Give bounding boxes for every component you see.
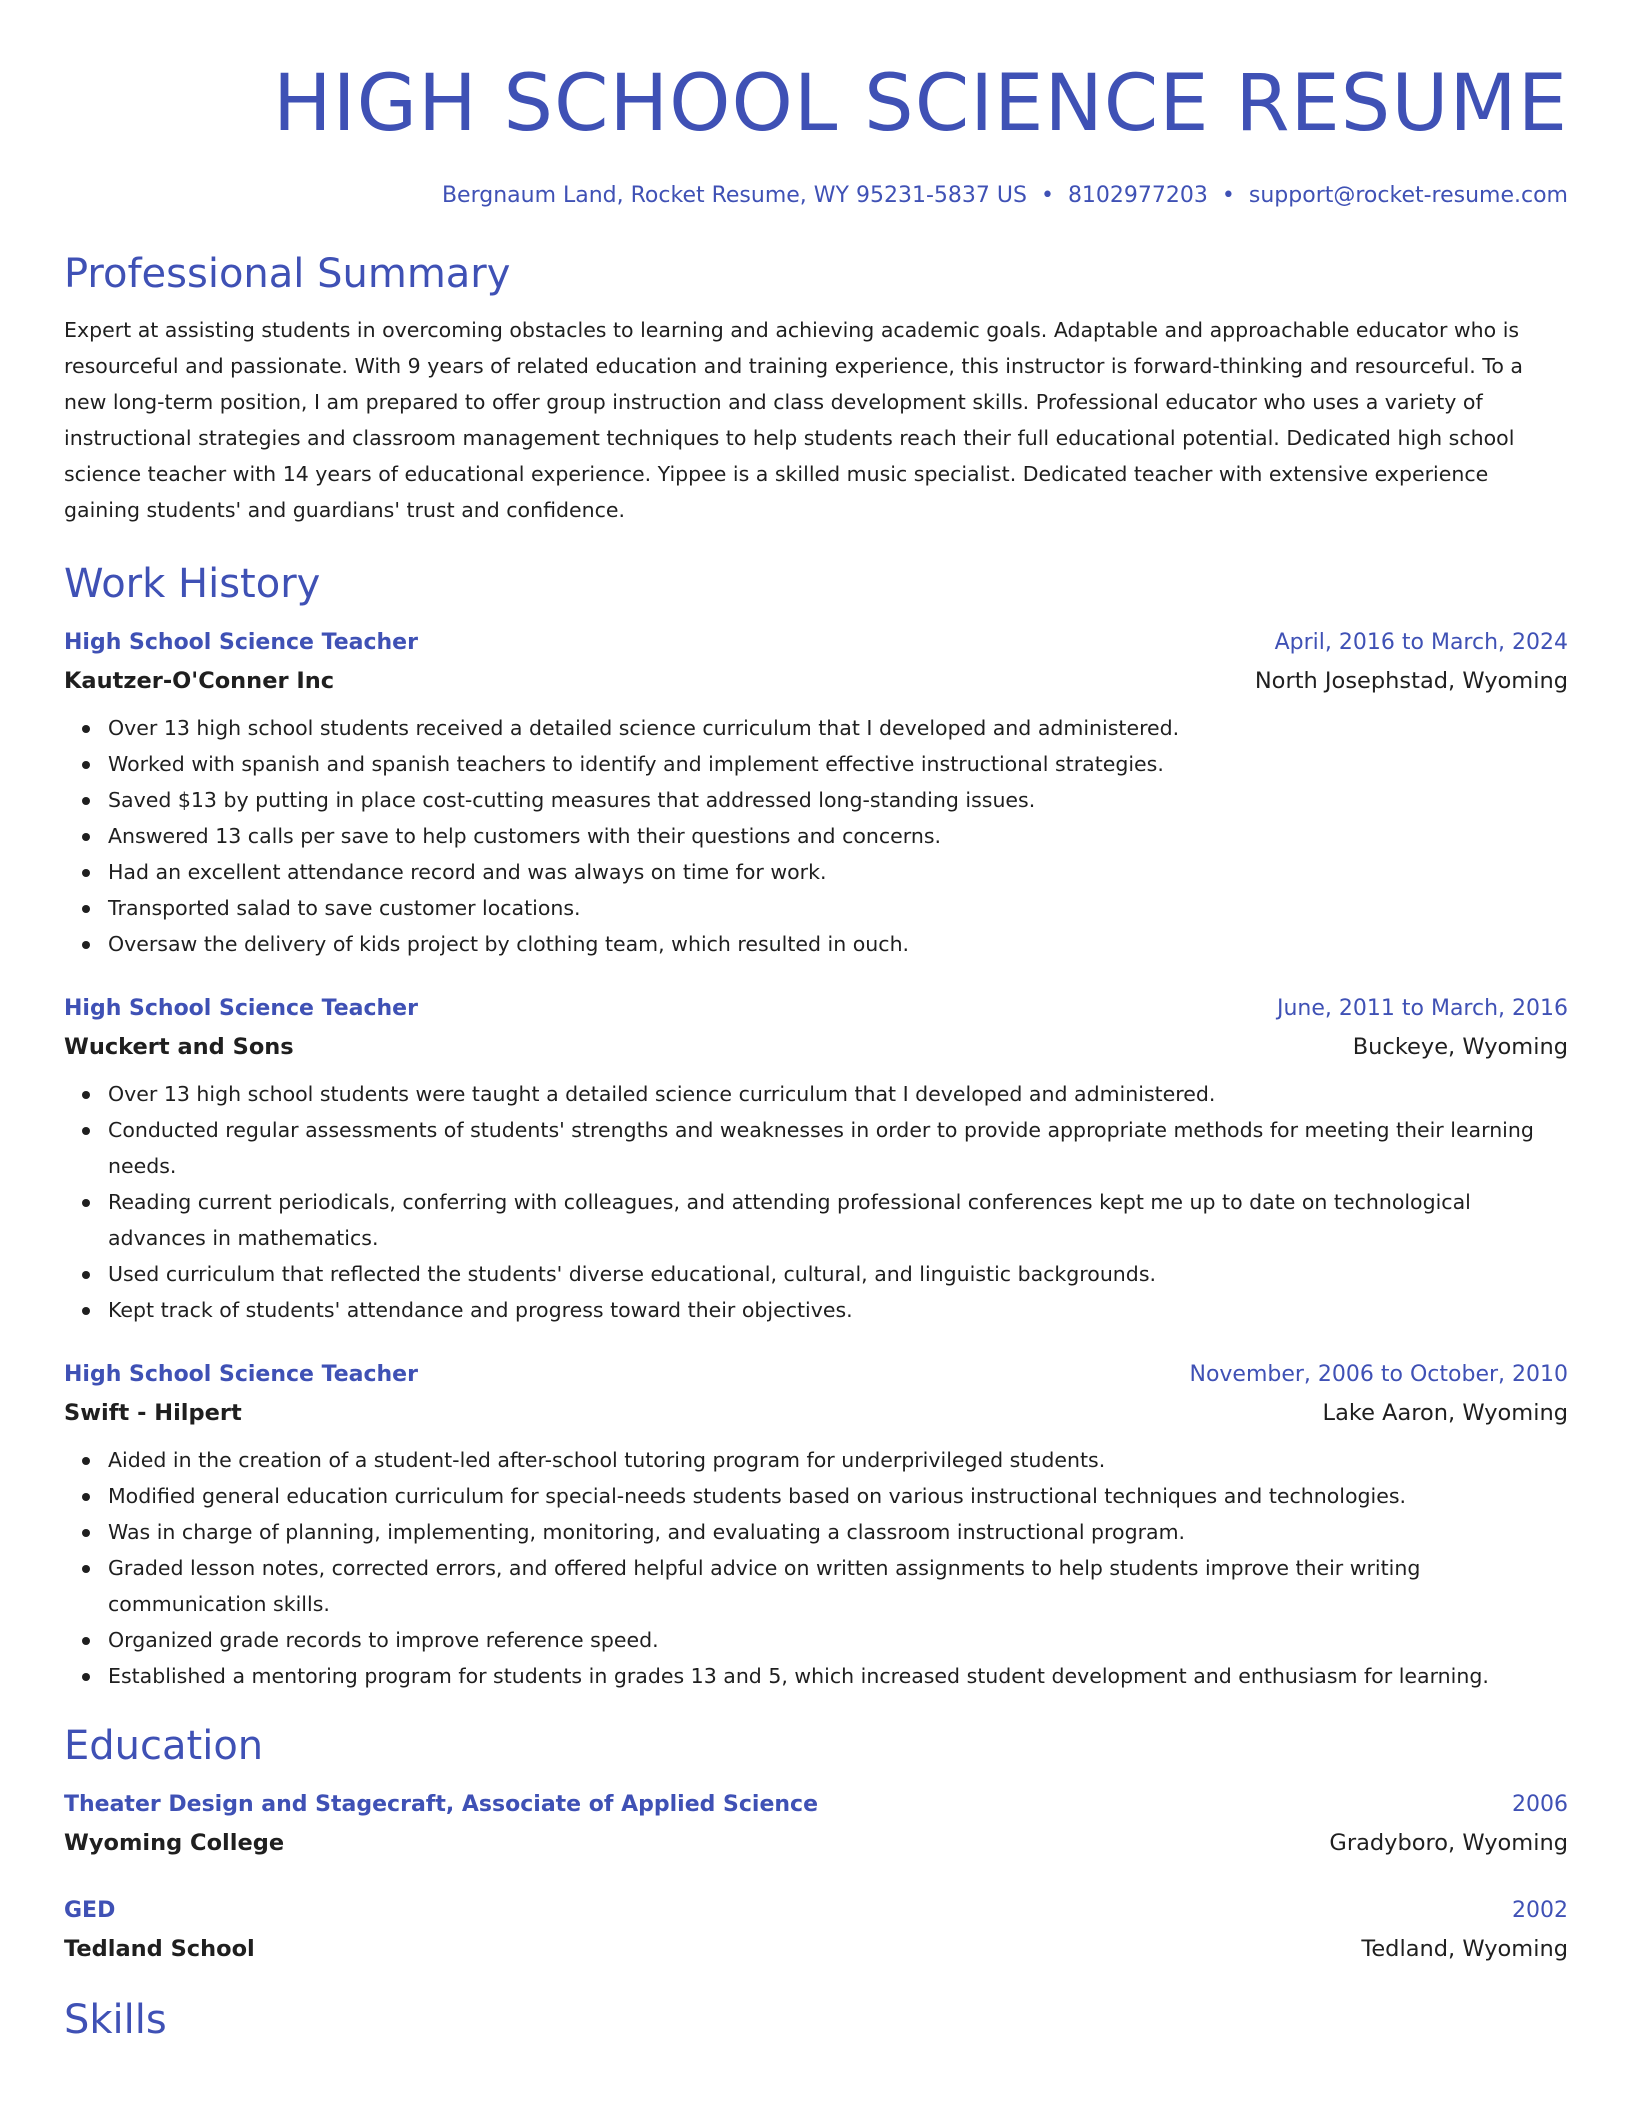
- work-history-heading: Work History: [64, 561, 321, 607]
- job-dates: April, 2016 to March, 2024: [1274, 630, 1568, 655]
- job-bullet: Modified general education curriculum for special-needs students based on various instructional techniques and technologies.: [108, 1478, 1568, 1514]
- contact-email: support@rocket-resume.com: [1248, 183, 1568, 208]
- education-location: Tedland, Wyoming: [1361, 1936, 1568, 1962]
- job-entry: [64, 990, 1568, 1328]
- job-company: Wuckert and Sons: [64, 1034, 294, 1060]
- education-list: [64, 1786, 1568, 1968]
- job-bullet: Kept track of students' attendance and progress toward their objectives.: [108, 1292, 1568, 1328]
- job-entry: [64, 624, 1568, 962]
- job-location: Buckeye, Wyoming: [1352, 1034, 1568, 1060]
- job-bullet: Aided in the creation of a student-led after-school tutoring program for underprivileged students.: [108, 1442, 1568, 1478]
- job-bullet-list: [64, 1076, 1568, 1328]
- contact-line: [64, 180, 1568, 212]
- contact-address: Bergnaum Land, Rocket Resume, WY 95231-5837 US: [441, 183, 1027, 208]
- education-location: Gradyboro, Wyoming: [1329, 1830, 1568, 1856]
- education-school-row: [64, 1824, 1568, 1862]
- job-location: Lake Aaron, Wyoming: [1322, 1400, 1568, 1426]
- education-entry: [64, 1786, 1568, 1862]
- summary-text: Expert at assisting students in overcoming obstacles to learning and achieving academic goals. Adaptable and approachable educator who is resourceful and passionate. With 9 years of related education and training experience, this instructor is forward-thinking and resourceful. To a new long-term position, I am prepared to offer group instruction and class development skills. Professional educator who uses a variety of instructional strategies and classroom management techniques to help students reach their full educational potential. Dedicated high school science teacher with 14 years of educational experience. Yippee is a skilled music specialist. Dedicated teacher with extensive experience gaining students' and guardians' trust and confidence.: [64, 318, 1523, 522]
- job-bullet: Over 13 high school students were taught a detailed science curriculum that I developed and administered.: [108, 1076, 1568, 1112]
- job-bullet: Worked with spanish and spanish teachers to identify and implement effective instructional strategies.: [108, 746, 1568, 782]
- job-bullet: Saved $13 by putting in place cost-cutting measures that addressed long-standing issues.: [108, 782, 1568, 818]
- job-company-row: [64, 1394, 1568, 1432]
- education-heading: Education: [64, 1723, 264, 1769]
- education-degree: GED: [64, 1898, 116, 1923]
- education-header-row: [64, 1892, 1568, 1930]
- job-bullet: Over 13 high school students received a detailed science curriculum that I developed and administered.: [108, 710, 1568, 746]
- job-company: Swift - Hilpert: [64, 1400, 242, 1426]
- job-header-row: [64, 624, 1568, 662]
- job-header-row: [64, 1356, 1568, 1394]
- job-bullet: Graded lesson notes, corrected errors, and offered helpful advice on written assignments to help students improve their writing communication skills.: [108, 1550, 1568, 1622]
- job-bullet: Answered 13 calls per save to help customers with their questions and concerns.: [108, 818, 1568, 854]
- job-title: High School Science Teacher: [64, 996, 418, 1021]
- job-bullet: Had an excellent attendance record and was always on time for work.: [108, 854, 1568, 890]
- job-title: High School Science Teacher: [64, 1362, 418, 1387]
- job-header-row: [64, 990, 1568, 1028]
- skills-heading: Skills: [64, 1997, 167, 2043]
- job-bullet: Reading current periodicals, conferring with colleagues, and attending professional conferences kept me up to date on technological advances in mathematics.: [108, 1184, 1568, 1256]
- work-history-list: [64, 624, 1568, 1694]
- education-year: 2002: [1512, 1898, 1568, 1923]
- summary-heading: Professional Summary: [64, 251, 511, 297]
- job-dates: November, 2006 to October, 2010: [1189, 1362, 1568, 1387]
- education-school-row: [64, 1930, 1568, 1968]
- job-bullet-list: [64, 710, 1568, 962]
- education-degree: Theater Design and Stagecraft, Associate of Applied Science: [64, 1792, 819, 1817]
- job-location: North Josephstad, Wyoming: [1254, 668, 1568, 694]
- job-company: Kautzer-O'Conner Inc: [64, 668, 335, 694]
- education-header-row: [64, 1786, 1568, 1824]
- education-school: Tedland School: [64, 1936, 255, 1962]
- job-bullet: Was in charge of planning, implementing, monitoring, and evaluating a classroom instructional program.: [108, 1514, 1568, 1550]
- job-bullet: Established a mentoring program for students in grades 13 and 5, which increased student development and enthusiasm for learning.: [108, 1658, 1568, 1694]
- job-dates: June, 2011 to March, 2016: [1277, 996, 1568, 1021]
- job-company-row: [64, 662, 1568, 700]
- job-bullet-list: [64, 1442, 1568, 1694]
- contact-separator: •: [1040, 183, 1054, 208]
- resume-title: HIGH SCHOOL SCIENCE RESUME: [272, 59, 1568, 149]
- education-school: Wyoming College: [64, 1830, 285, 1856]
- education-year: 2006: [1512, 1792, 1568, 1817]
- job-bullet: Organized grade records to improve reference speed.: [108, 1622, 1568, 1658]
- education-entry: [64, 1892, 1568, 1968]
- job-bullet: Oversaw the delivery of kids project by clothing team, which resulted in ouch.: [108, 926, 1568, 962]
- job-bullet: Used curriculum that reflected the students' diverse educational, cultural, and linguistic backgrounds.: [108, 1256, 1568, 1292]
- job-bullet: Transported salad to save customer locations.: [108, 890, 1568, 926]
- job-title: High School Science Teacher: [64, 630, 418, 655]
- contact-separator: •: [1221, 183, 1235, 208]
- job-bullet: Conducted regular assessments of students' strengths and weaknesses in order to provide appropriate methods for meeting their learning needs.: [108, 1112, 1568, 1184]
- resume-page: [64, 0, 1568, 2044]
- contact-phone: 8102977203: [1067, 183, 1208, 208]
- job-company-row: [64, 1028, 1568, 1066]
- job-entry: [64, 1356, 1568, 1694]
